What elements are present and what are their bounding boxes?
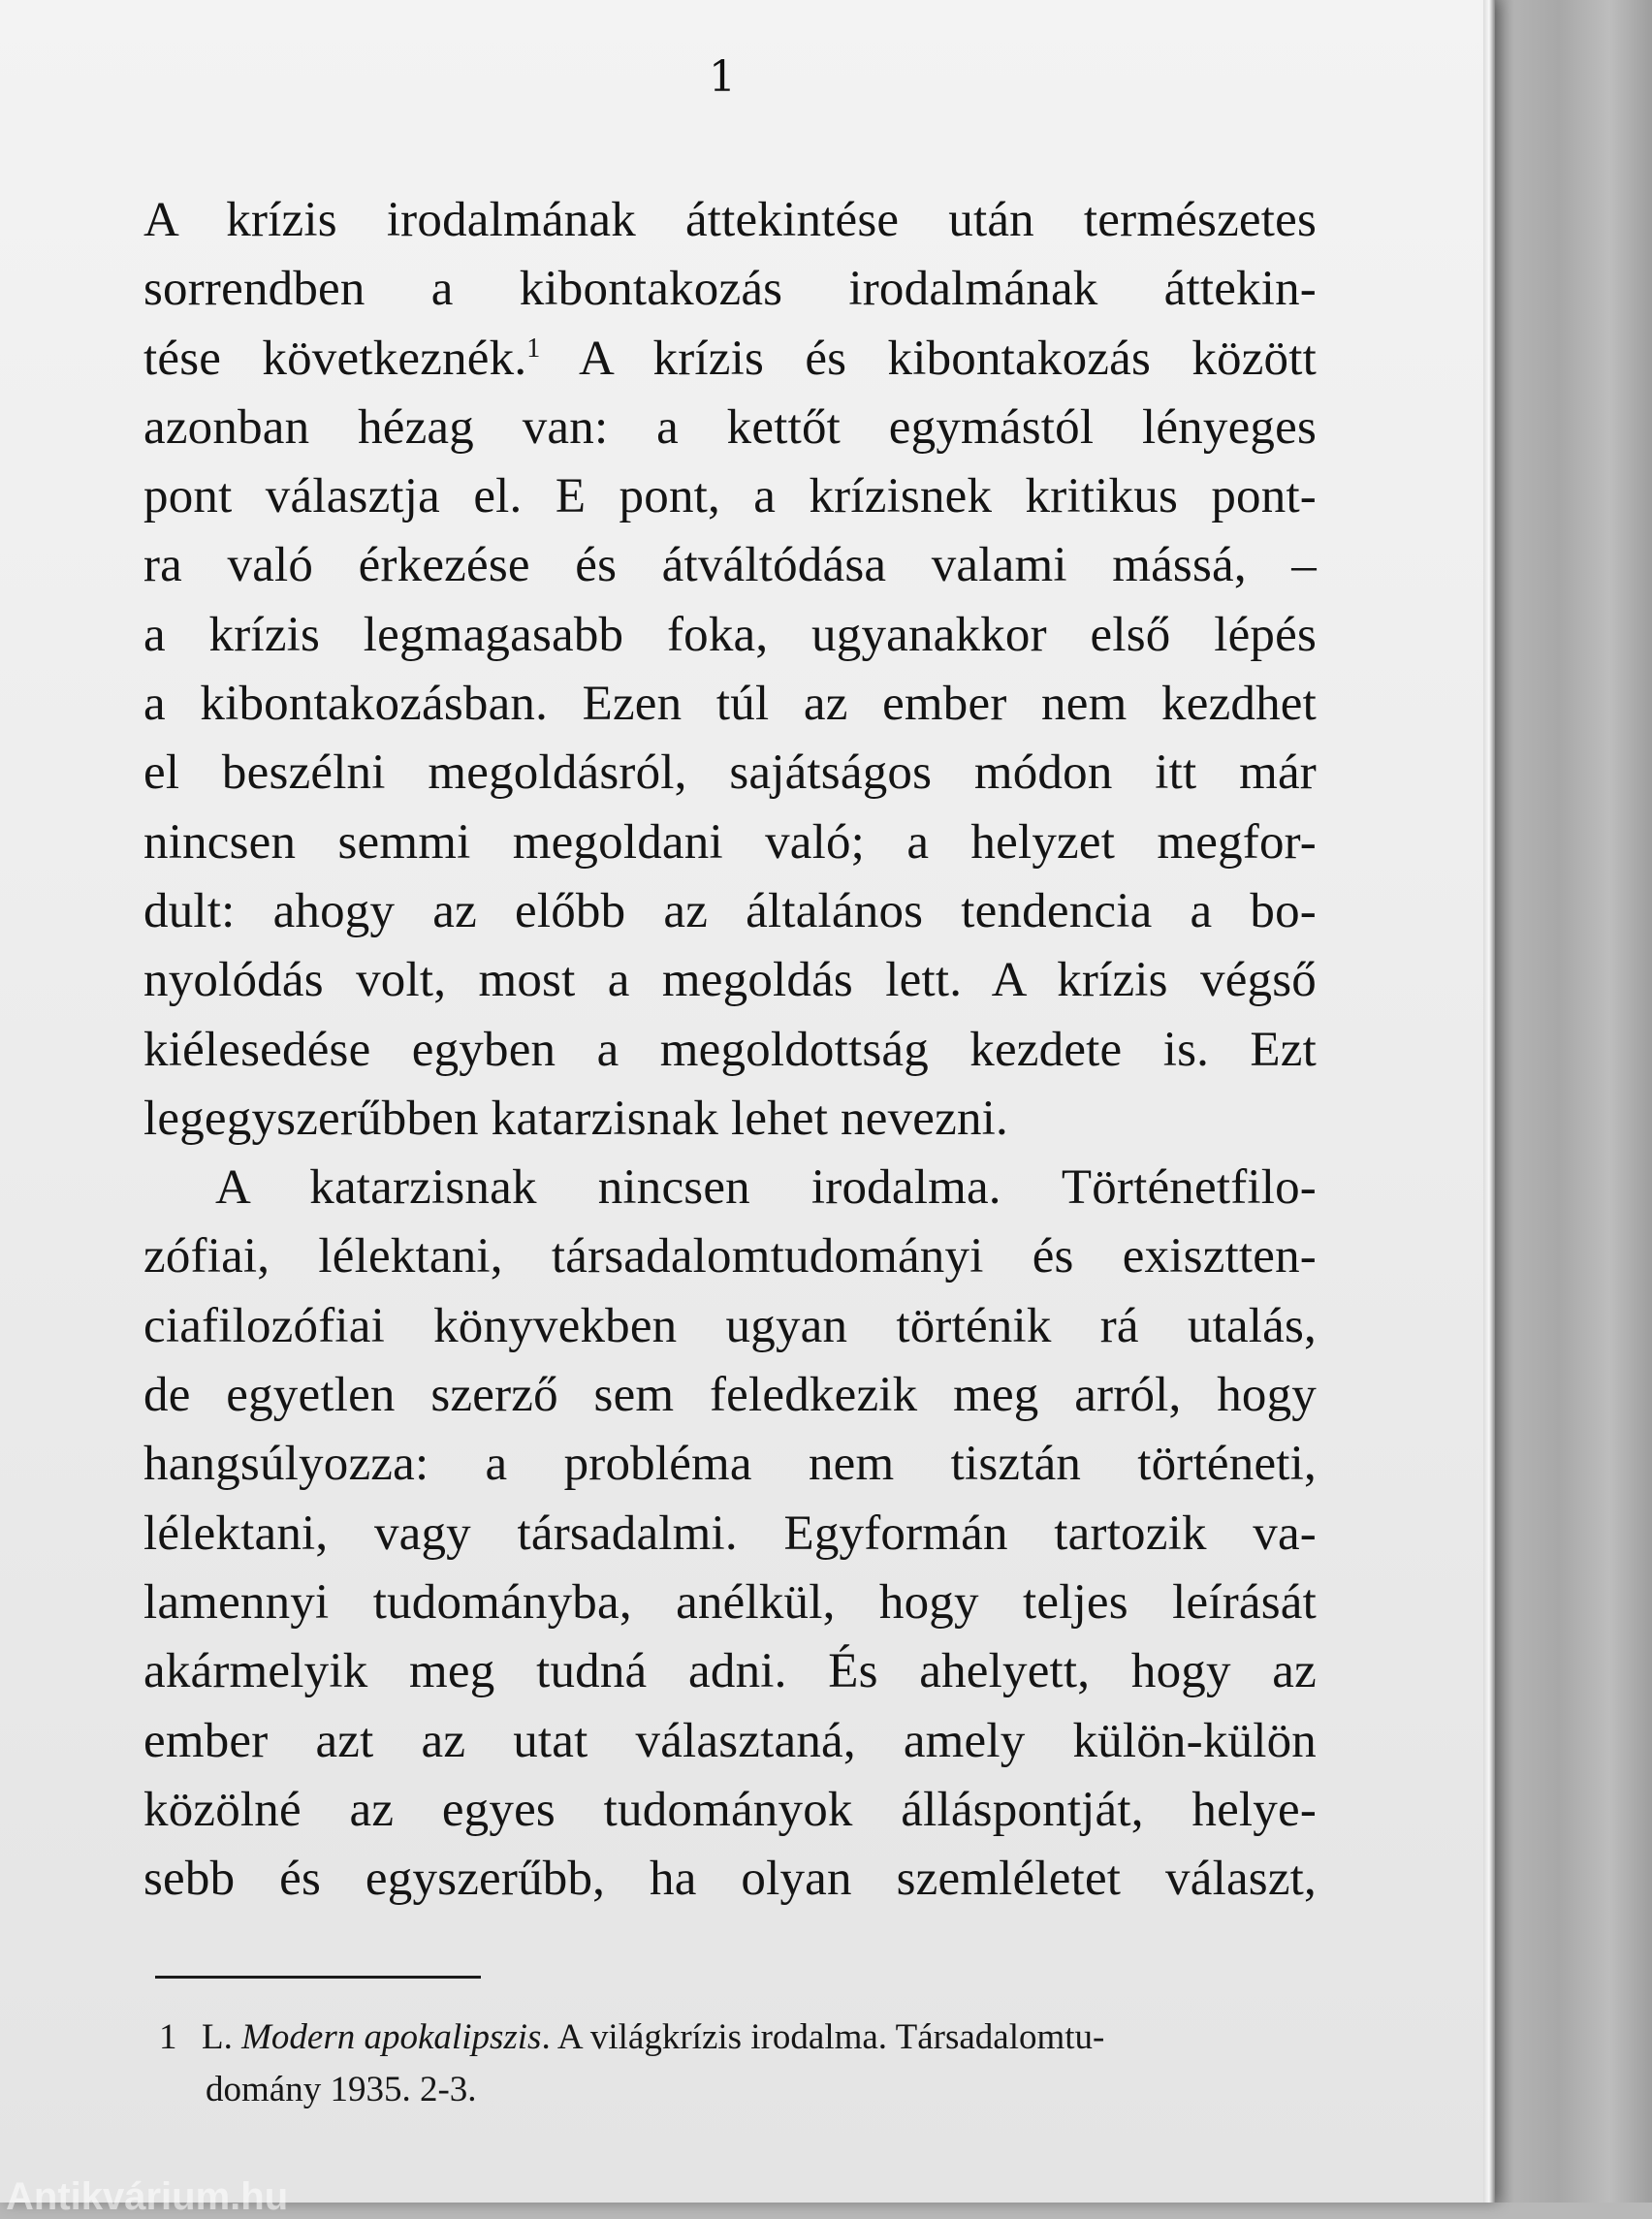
body-text (143, 186, 1317, 1914)
text-line: ember azt az utat választaná, amely külön-külön (143, 1713, 1317, 1768)
footnote-prefix: L. (202, 2017, 242, 2057)
footnote-title: Modern apokalipszis (241, 2017, 542, 2057)
page-number: 1 (709, 52, 736, 102)
text-line: sorrendben a kibontakozás irodalmának áttekin- (143, 262, 1317, 317)
text-line: ra való érkezése és átváltódása valami mássá, – (143, 538, 1317, 593)
background-surface (1483, 0, 1652, 2203)
text-line: el beszélni megoldásról, sajátságos módon itt már (143, 745, 1317, 801)
footnote-number: 1 (159, 2017, 177, 2057)
text-line: hangsúlyozza: a probléma nem tisztán történeti, (143, 1437, 1317, 1492)
text-line: sebb és egyszerűbb, ha olyan szemléletet választ, (143, 1852, 1317, 1907)
text-line: pont választja el. E pont, a krízisnek kritikus pont- (143, 469, 1317, 524)
watermark: Antikvárium.hu (6, 2175, 289, 2218)
text-fragment: tése következnék. (143, 331, 527, 386)
footnote-rest: . A világkrízis irodalma. Társadalomtu- (541, 2017, 1105, 2057)
text-line: legegyszerűbben katarzisnak lehet nevezni. (143, 1091, 1008, 1146)
text-line: lélektani, vagy társadalmi. Egyformán tartozik va- (143, 1506, 1317, 1561)
text-line: de egyetlen szerző sem feledkezik meg arról, hogy (143, 1368, 1317, 1423)
text-line: dult: ahogy az előbb az általános tendencia a bo- (143, 883, 1317, 938)
text-line: kiélesedése egyben a megoldottság kezdete is. Ezt (143, 1022, 1317, 1077)
footnote-divider (155, 1976, 481, 1979)
footnote-line (159, 2012, 1322, 2064)
text-line (143, 325, 1317, 394)
text-line: A krízis irodalmának áttekintése után természetes (143, 193, 1317, 247)
text-line: ciafilozófiai könyvekben ugyan történik rá utalás, (143, 1298, 1317, 1353)
text-line: a krízis legmagasabb foka, ugyanakkor első lépés (143, 607, 1317, 662)
text-line: akármelyik meg tudná adni. És ahelyett, hogy az (143, 1644, 1317, 1699)
text-line: A katarzisnak nincsen irodalma. Történetfilo- (215, 1160, 1317, 1216)
text-line: azonban hézag van: a kettőt egymástól lényeges (143, 399, 1317, 455)
footnote-reference: 1 (526, 333, 541, 364)
text-line: zófiai, lélektani, társadalomtudományi és exisztten- (143, 1229, 1317, 1284)
page-edge (1483, 0, 1495, 2203)
text-line: lamennyi tudományba, anélkül, hogy teljes leírását (143, 1574, 1317, 1630)
text-fragment: A krízis és kibontakozás között (578, 331, 1317, 386)
footnote-line: domány 1935. 2-3. (206, 2070, 477, 2109)
text-line: nincsen semmi megoldani való; a helyzet megfor- (143, 814, 1317, 870)
text-line: nyolódás volt, most a megoldás lett. A krízis végső (143, 953, 1317, 1008)
footnote (159, 2012, 1322, 2116)
text-line: közölné az egyes tudományok álláspontját, helye- (143, 1782, 1317, 1837)
text-line: a kibontakozásban. Ezen túl az ember nem kezdhet (143, 677, 1317, 732)
